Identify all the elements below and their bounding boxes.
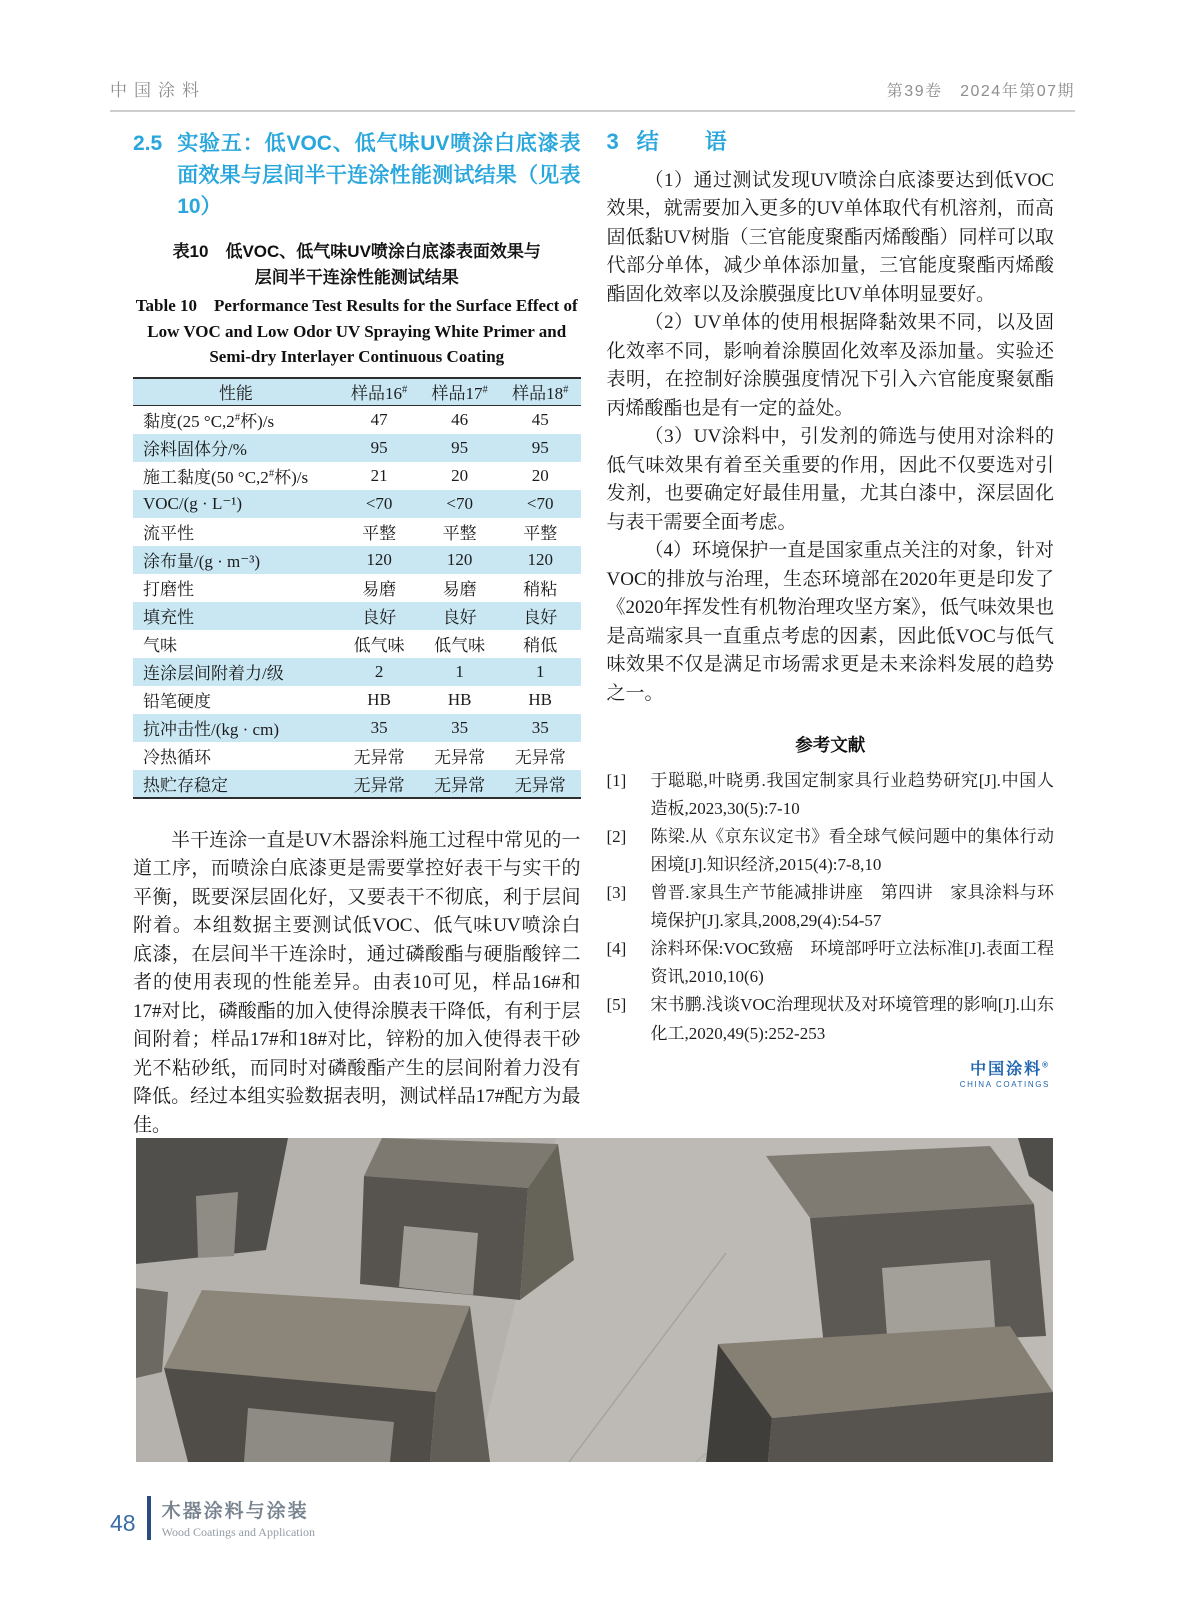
table-row — [133, 686, 581, 714]
table-row — [133, 714, 581, 742]
reference-item — [607, 767, 1055, 823]
reference-item — [607, 879, 1055, 935]
table-cell: 连涂层间附着力/级 — [143, 664, 284, 684]
table-cell: 抗冲击性/(kg · cm) — [143, 720, 279, 740]
table-header-row — [133, 378, 581, 406]
table-row — [133, 770, 581, 798]
table-cell: 流平性 — [143, 524, 194, 544]
table-row — [133, 462, 581, 490]
reference-item — [607, 823, 1055, 879]
reference-number: [1] — [606, 771, 627, 791]
table-cell: 打磨性 — [143, 580, 194, 600]
two-column-body — [133, 128, 1054, 1140]
performance-table — [133, 377, 581, 799]
table-cell: 45 — [531, 409, 549, 429]
cube-stools-illustration — [136, 1138, 1053, 1462]
section-number: 3 — [606, 129, 619, 154]
reference-number: [3] — [606, 883, 627, 903]
table-cell: 涂布量/(g · m⁻³) — [143, 552, 260, 572]
conclusion-paragraph-3: （3）UV涂料中，引发剂的筛选与使用对涂料的低气味效果有着至关重要的作用，因此不仅要选对引发剂，也要确定好最佳用量，尤其白漆中，深层固化与表干需要全面考虑。 — [606, 426, 1054, 533]
table-cell: 稍低 — [523, 636, 558, 656]
table-cell: 1 — [455, 661, 464, 681]
table-cell: 气味 — [143, 636, 177, 656]
reference-number: [5] — [606, 995, 627, 1015]
table-cell: <70 — [365, 493, 393, 513]
table-cell: 易磨 — [442, 580, 477, 600]
china-coatings-logo — [607, 1056, 1055, 1089]
table-row — [133, 406, 581, 434]
issue-info: 第39卷 2024年第07期 — [886, 83, 1075, 100]
table-cell: <70 — [446, 493, 473, 513]
table-cell: 46 — [451, 409, 469, 429]
table-cell: 2 — [374, 661, 384, 681]
table-cell: 35 — [451, 717, 469, 737]
table-cell: 易磨 — [362, 580, 397, 600]
table-cell: 无异常 — [514, 748, 566, 768]
table-cell: 35 — [531, 717, 549, 737]
table-header-cell: 性能 — [218, 384, 253, 404]
table-cell: 无异常 — [434, 775, 486, 795]
table-cell: VOC/(g · L⁻¹) — [143, 493, 243, 513]
reference-text: 涂料环保:VOC致癌 环境部呼吁立法标准[J].表面工程资讯,2010,10(6) — [650, 939, 1054, 987]
table-cell: 无异常 — [353, 748, 405, 768]
table-cell: 无异常 — [514, 775, 566, 795]
table-cell: 120 — [527, 549, 553, 569]
table-header-cell: 样品18# — [512, 384, 569, 404]
table-caption — [133, 239, 581, 370]
table-cell: 95 — [370, 437, 388, 457]
table-caption-zh-line2: 层间半干连涂性能测试结果 — [254, 267, 459, 287]
reference-text: 宋书鹏.浅谈VOC治理现状及对环境管理的影响[J].山东化工,2020,49(5):252-253 — [650, 995, 1054, 1043]
table-cell: 120 — [366, 549, 392, 569]
reference-number: [2] — [606, 827, 627, 847]
table-caption-en: Table 10 Performance Test Results for the Surface Effect of Low VOC and Low Odor UV Spraying White Primer and Semi-dry Interlayer Continuous Coating — [135, 296, 578, 367]
reference-text: 陈梁.从《京东议定书》看全球气候问题中的集体行动困境[J].知识经济,2015(4):7-8,10 — [650, 827, 1054, 875]
table-row — [133, 630, 581, 658]
page-number: 48 — [110, 1509, 136, 1536]
references-heading: 参考文献 — [795, 735, 866, 756]
table-cell: 铅笔硬度 — [143, 692, 211, 712]
conclusion-paragraph-1: （1）通过测试发现UV喷涂白底漆要达到低VOC效果，就需要加入更多的UV单体取代有机溶剂，而高固低黏UV树脂（三官能度聚酯丙烯酸酯）同样可以取代部分单体，减少单体添加量，三官能度聚酯丙烯酸酯固化效率以及涂膜强度比UV单体明显要好。 — [606, 169, 1054, 305]
table-cell: 20 — [451, 465, 469, 485]
conclusion-paragraph-4: （4）环境保护一直是国家重点关注的对象，针对VOC的排放与治理，生态环境部在2020年更是印发了《2020年挥发性有机物治理攻坚方案》，低气味效果也是高端家具一直重点考虑的因素，因此低VOC与低气味效果不仅是满足市场需求更是未来涂料发展的趋势之一。 — [606, 540, 1054, 704]
table-cell: 21 — [370, 465, 388, 485]
reference-number: [4] — [606, 939, 627, 959]
table-row — [133, 658, 581, 686]
table-row — [133, 434, 581, 462]
footer-column-title — [162, 1496, 315, 1540]
page-header — [110, 76, 1075, 112]
table-cell: 47 — [370, 409, 388, 429]
reference-text: 于聪聪,叶晓勇.我国定制家具行业趋势研究[J].中国人造板,2023,30(5):7-10 — [650, 771, 1054, 819]
table-cell: <70 — [526, 493, 554, 513]
logo-text-zh: 中国涂料® — [970, 1060, 1050, 1078]
table-cell: 低气味 — [434, 636, 486, 656]
footer-divider-bar — [147, 1496, 151, 1540]
table-cell: 平整 — [523, 524, 558, 544]
footer-column-zh: 木器涂料与涂装 — [161, 1501, 309, 1522]
table-row — [133, 490, 581, 518]
footer-column-en: Wood Coatings and Application — [161, 1525, 315, 1539]
table-cell: 黏度(25 °C,2#杯)/s — [143, 412, 275, 432]
section-title: 实验五：低VOC、低气味UV喷涂白底漆表面效果与层间半干连涂性能测试结果（见表10） — [177, 132, 581, 218]
journal-name: 中国涂料 — [110, 81, 206, 100]
section-title: 结 语 — [636, 129, 739, 154]
table-cell: 填充性 — [143, 608, 194, 628]
table-row — [133, 546, 581, 574]
table-cell: 平整 — [362, 524, 397, 544]
right-column — [607, 128, 1055, 1089]
table-cell: 35 — [370, 717, 388, 737]
section-number: 2.5 — [133, 132, 163, 155]
left-column — [133, 128, 581, 1140]
table-header-cell: 样品16# — [350, 384, 408, 404]
table-cell: HB — [367, 689, 391, 709]
reference-item — [607, 935, 1055, 991]
table-cell: 20 — [531, 465, 549, 485]
table-header-cell: 样品17# — [431, 384, 488, 404]
table-cell: 低气味 — [353, 636, 405, 656]
table-cell: 95 — [451, 437, 469, 457]
table-row — [133, 742, 581, 770]
table-row — [133, 602, 581, 630]
logo-text-en: CHINA COATINGS — [959, 1079, 1050, 1089]
table-cell: 良好 — [442, 608, 477, 628]
reference-text: 曾晋.家具生产节能减排讲座 第四讲 家具涂料与环境保护[J].家具,2008,29(4):54-57 — [650, 883, 1054, 931]
table-cell: 120 — [446, 549, 473, 569]
table-cell: 良好 — [523, 608, 558, 628]
stools-photo — [136, 1138, 1053, 1462]
table-cell: HB — [447, 689, 472, 709]
table-cell: 热贮存稳定 — [143, 775, 228, 795]
table-cell: 95 — [531, 437, 549, 457]
table-cell: HB — [528, 689, 553, 709]
table-row — [133, 574, 581, 602]
page-footer — [110, 1496, 315, 1540]
reference-item — [607, 991, 1055, 1047]
table-cell: 平整 — [442, 524, 477, 544]
table-cell: 施工黏度(50 °C,2#杯)/s — [143, 468, 309, 488]
table-cell: 无异常 — [434, 748, 486, 768]
section-heading-3 — [607, 128, 1055, 157]
table-cell: 良好 — [362, 608, 397, 628]
conclusion-paragraph-2: （2）UV单体的使用根据降黏效果不同，以及固化效率不同，影响着涂膜固化效率及添加量。实验还表明，在控制好涂膜强度情况下引入六官能度聚氨酯丙烯酸酯也是有一定的益处。 — [606, 312, 1054, 419]
table-cell: 无异常 — [353, 775, 405, 795]
table-row — [133, 518, 581, 546]
table-cell: 涂料固体分/% — [143, 440, 247, 460]
body-paragraph: 半干连涂一直是UV木器涂料施工过程中常见的一道工序，而喷涂白底漆更是需要掌控好表干与实干的平衡，既要深层固化好，又要表干不彻底，利于层间附着。本组数据主要测试低VOC、低气味UV喷涂白底漆，在层间半干连涂时，通过磷酸酯与硬脂酸锌二者的使用表现的性能差异。由表10可见，样品16#和17#对比，磷酸酯的加入使得涂膜表干降低，有利于层间附着；样品17#和18#对比，锌粉的加入使得表干砂光不粘砂纸，而同时对磷酸酯产生的层间附着力没有降低。经过本组实验数据表明，测试样品17#配方为最佳。 — [133, 829, 581, 1136]
table-cell: 冷热循环 — [143, 748, 211, 768]
table-cell: 稍粘 — [523, 580, 558, 600]
table-cell: 1 — [535, 661, 545, 681]
table-caption-zh-line1: 表10 低VOC、低气味UV喷涂白底漆表面效果与 — [172, 241, 541, 261]
section-heading-2-5 — [133, 128, 581, 223]
